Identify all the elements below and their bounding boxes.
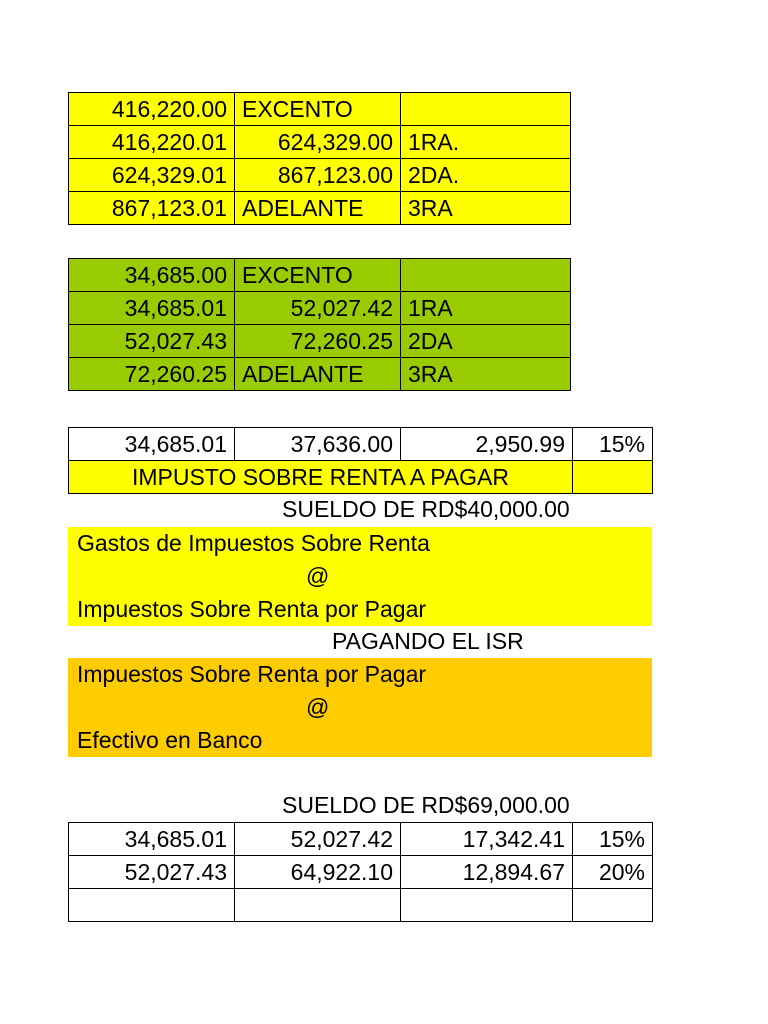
- table-cell: 15%: [573, 823, 653, 856]
- table-cell: 624,329.00: [235, 126, 401, 159]
- table-cell: 3RA: [401, 192, 571, 225]
- green-bracket-table: [68, 258, 571, 391]
- entry-at-symbol: @: [306, 694, 330, 720]
- table-cell: 416,220.01: [69, 126, 235, 159]
- journal-entry-expense: [68, 527, 652, 626]
- table-cell: [235, 889, 401, 922]
- table-cell: 34,685.00: [69, 259, 235, 292]
- calc-40000-table: [68, 427, 653, 494]
- calc-69000-table: [68, 822, 653, 922]
- table-row: [69, 159, 571, 192]
- table-cell: 15%: [573, 428, 653, 461]
- paying-isr-heading: PAGANDO EL ISR: [332, 628, 524, 654]
- table-cell: 17,342.41: [401, 823, 573, 856]
- table-cell: [401, 889, 573, 922]
- table-cell: [69, 889, 235, 922]
- yellow-bracket-table: [68, 92, 571, 225]
- table-row: [69, 823, 653, 856]
- table-cell: 52,027.42: [235, 823, 401, 856]
- table-cell: 34,685.01: [69, 823, 235, 856]
- table-row: [69, 292, 571, 325]
- table-cell: 72,260.25: [235, 325, 401, 358]
- table-cell: 1RA.: [401, 126, 571, 159]
- table-cell: 64,922.10: [235, 856, 401, 889]
- table-cell: 52,027.43: [69, 325, 235, 358]
- entry-credit-account: Impuestos Sobre Renta por Pagar: [77, 596, 427, 622]
- table-cell: 34,685.01: [69, 428, 235, 461]
- table-cell: 2DA.: [401, 159, 571, 192]
- table-row: [69, 325, 571, 358]
- table-cell: 624,329.01: [69, 159, 235, 192]
- entry-at-symbol: @: [306, 563, 330, 589]
- entry-debit-account: Gastos de Impuestos Sobre Renta: [77, 530, 430, 556]
- table-cell: 2,950.99: [401, 428, 573, 461]
- table-row: [69, 93, 571, 126]
- table-cell: EXCENTO: [235, 259, 401, 292]
- table-row: [69, 192, 571, 225]
- table-row: [69, 461, 653, 494]
- journal-entry-payment: [68, 658, 652, 757]
- tax-payable-value: [573, 461, 653, 494]
- table-cell: 52,027.43: [69, 856, 235, 889]
- table-cell: ADELANTE: [235, 192, 401, 225]
- table-cell: [573, 889, 653, 922]
- entry-debit-account: Impuestos Sobre Renta por Pagar: [77, 661, 427, 687]
- table-cell: 2DA: [401, 325, 571, 358]
- table-cell: [401, 93, 571, 126]
- salary-69000-heading: SUELDO DE RD$69,000.00: [282, 792, 570, 818]
- table-row: [69, 428, 653, 461]
- table-cell: 1RA: [401, 292, 571, 325]
- salary-40000-heading: SUELDO DE RD$40,000.00: [282, 496, 570, 522]
- table-cell: [401, 259, 571, 292]
- entry-credit-account: Efectivo en Banco: [77, 727, 263, 753]
- table-row: [69, 358, 571, 391]
- table-cell: 20%: [573, 856, 653, 889]
- table-row: [69, 126, 571, 159]
- table-cell: EXCENTO: [235, 93, 401, 126]
- table-cell: 416,220.00: [69, 93, 235, 126]
- table-cell: 52,027.42: [235, 292, 401, 325]
- table-cell: 37,636.00: [235, 428, 401, 461]
- table-row: [69, 856, 653, 889]
- table-cell: 72,260.25: [69, 358, 235, 391]
- table-cell: 867,123.00: [235, 159, 401, 192]
- table-row: [69, 259, 571, 292]
- table-cell: 3RA: [401, 358, 571, 391]
- table-cell: 34,685.01: [69, 292, 235, 325]
- table-cell: ADELANTE: [235, 358, 401, 391]
- table-cell: 867,123.01: [69, 192, 235, 225]
- table-row: [69, 889, 653, 922]
- table-cell: 12,894.67: [401, 856, 573, 889]
- tax-payable-label: IMPUSTO SOBRE RENTA A PAGAR: [69, 461, 573, 494]
